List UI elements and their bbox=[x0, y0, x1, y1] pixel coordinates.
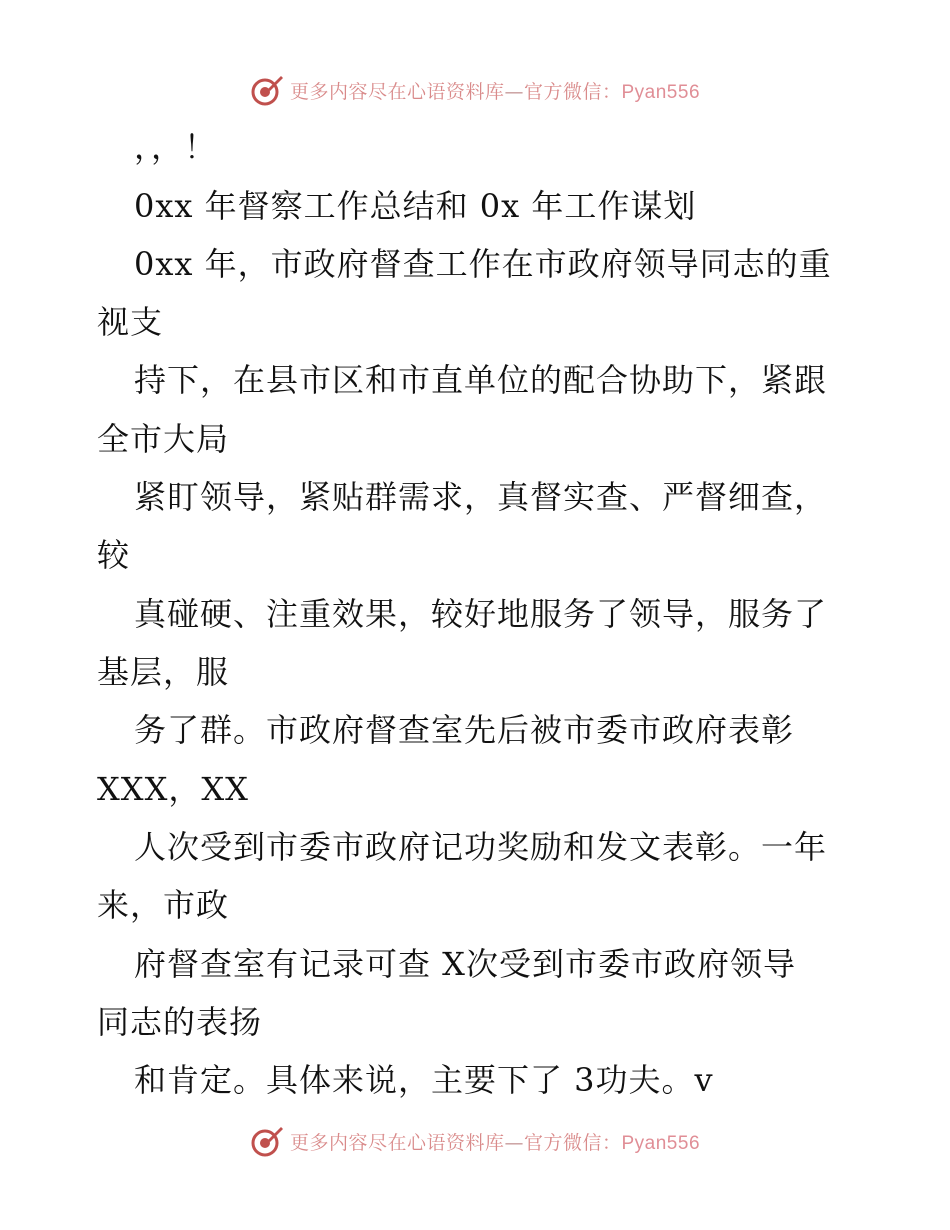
text-line: 紧盯领导，紧贴群需求，真督实查、严督细查， bbox=[134, 478, 828, 516]
text-line: 持下，在县市区和市直单位的配合协助下，紧跟 bbox=[134, 361, 828, 399]
text-line: 基层，服 bbox=[97, 653, 230, 691]
watermark-wechat-label: 官方微信： bbox=[523, 80, 622, 103]
document-title: 0xx 年督察工作总结和 0x 年工作谋划 bbox=[134, 187, 697, 225]
text-line: XXX，XX bbox=[97, 770, 249, 808]
text-line: 全市大局 bbox=[97, 420, 230, 458]
text-line: 较 bbox=[97, 536, 131, 574]
text-line: 来，市政 bbox=[97, 886, 230, 924]
text-line: 视支 bbox=[97, 303, 164, 341]
watermark-wechat-id: Pyan556 bbox=[621, 81, 701, 103]
watermark-wechat-label: 官方微信： bbox=[523, 1131, 622, 1154]
quill-circle-icon bbox=[250, 1124, 284, 1158]
text-line: ，，！ bbox=[134, 128, 218, 166]
text-line: 0xx 年，市政府督查工作在市政府领导同志的重 bbox=[134, 245, 832, 283]
text-line: 和肯定。具体来说，主要下了 3功夫。v bbox=[134, 1061, 714, 1099]
watermark-site-text: 更多内容尽在心语资料库 bbox=[289, 80, 505, 103]
watermark-text bbox=[290, 1128, 700, 1155]
watermark-wechat-id: Pyan556 bbox=[621, 1132, 701, 1154]
text-line: 人次受到市委市政府记功奖励和发文表彰。一年 bbox=[134, 828, 828, 866]
text-line: 真碰硬、注重效果，较好地服务了领导，服务了 bbox=[134, 595, 828, 633]
text-line: 同志的表扬 bbox=[97, 1003, 263, 1041]
footer-watermark bbox=[0, 1121, 950, 1161]
watermark-separator: — bbox=[504, 80, 524, 103]
watermark-site-text: 更多内容尽在心语资料库 bbox=[289, 1131, 505, 1154]
watermark-separator: — bbox=[504, 1131, 524, 1154]
text-line: 务了群。市政府督查室先后被市委市政府表彰 bbox=[134, 711, 795, 749]
text-line: 府督查室有记录可查 X次受到市委市政府领导 bbox=[134, 945, 796, 983]
